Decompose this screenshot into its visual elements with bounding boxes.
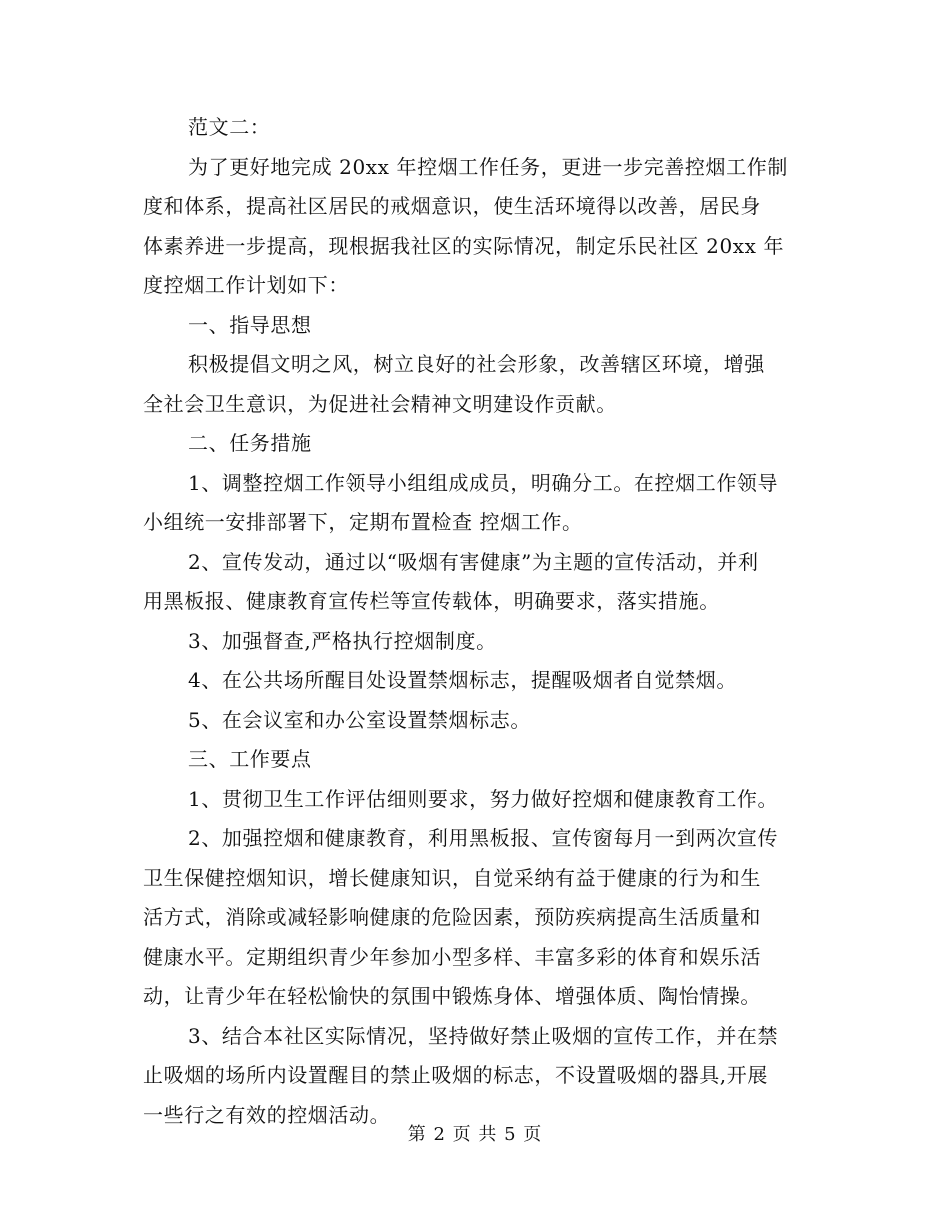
text-line: 止吸烟的场所内设置醒目的禁止吸烟的标志，不设置吸烟的器具,开展 (143, 1063, 768, 1087)
text-line: 一、指导思想 (188, 312, 312, 337)
text-line: 4、在公共场所醒目处设置禁烟标志，提醒吸烟者自觉禁烟。 (188, 668, 737, 692)
page-number-footer: 第 2 页 共 5 页 (407, 1124, 543, 1145)
text-line: 积极提倡文明之风，树立良好的社会形象，改善辖区环境，增强 (188, 352, 765, 376)
text-line: 3、加强督查,严格执行控烟制度。 (188, 628, 497, 653)
text-line: 全社会卫生意识，为促进社会精神文明建设作贡献。 (143, 391, 617, 416)
text-line: 1、调整控烟工作领导小组组成成员，明确分工。在控烟工作领导 (188, 470, 779, 495)
text-line: 2、宣传发动，通过以“吸烟有害健康”为主题的宣传活动，并利 (188, 549, 759, 574)
text-line: 健康水平。定期组织青少年参加小型多样、丰富多彩的体育和娱乐活 (143, 944, 761, 969)
text-line: 3、结合本社区实际情况，坚持做好禁止吸烟的宣传工作，并在禁 (188, 1023, 779, 1048)
text-line: 活方式，消除或减轻影响健康的危险因素，预防疾病提高生活质量和 (143, 905, 761, 929)
text-line: 动，让青少年在轻松愉快的氛围中锻炼身体、增强体质、陶怡情操。 (143, 984, 761, 1008)
text-line: 为了更好地完成 20xx 年控烟工作任务，更进一步完善控烟工作制 (188, 154, 788, 179)
text-line: 一些行之有效的控烟活动。 (143, 1102, 391, 1127)
text-line: 范文二： (188, 115, 271, 139)
text-line: 1、贯彻卫生工作评估细则要求，努力做好控烟和健康教育工作。 (188, 786, 779, 811)
text-line: 度控烟工作计划如下： (143, 273, 349, 297)
text-line: 2、加强控烟和健康教育，利用黑板报、宣传窗每月一到两次宣传 (188, 826, 779, 850)
text-line: 小组统一安排部署下，定期布置检查 控烟工作。 (143, 510, 583, 534)
text-line: 用黑板报、健康教育宣传栏等宣传载体，明确要求，落实措施。 (143, 589, 720, 613)
text-line: 二、任务措施 (188, 431, 312, 455)
document-body (143, 108, 809, 1135)
text-line: 5、在会议室和办公室设置禁烟标志。 (188, 707, 531, 732)
text-line: 三、工作要点 (188, 747, 312, 771)
text-line: 卫生保健控烟知识，增长健康知识，自觉采纳有益于健康的行为和生 (143, 865, 761, 890)
text-line: 体素养进一步提高，现根据我社区的实际情况，制定乐民社区 20xx 年 (143, 233, 785, 258)
text-line: 度和体系，提高社区居民的戒烟意识，使生活环境得以改善，居民身 (143, 194, 761, 218)
